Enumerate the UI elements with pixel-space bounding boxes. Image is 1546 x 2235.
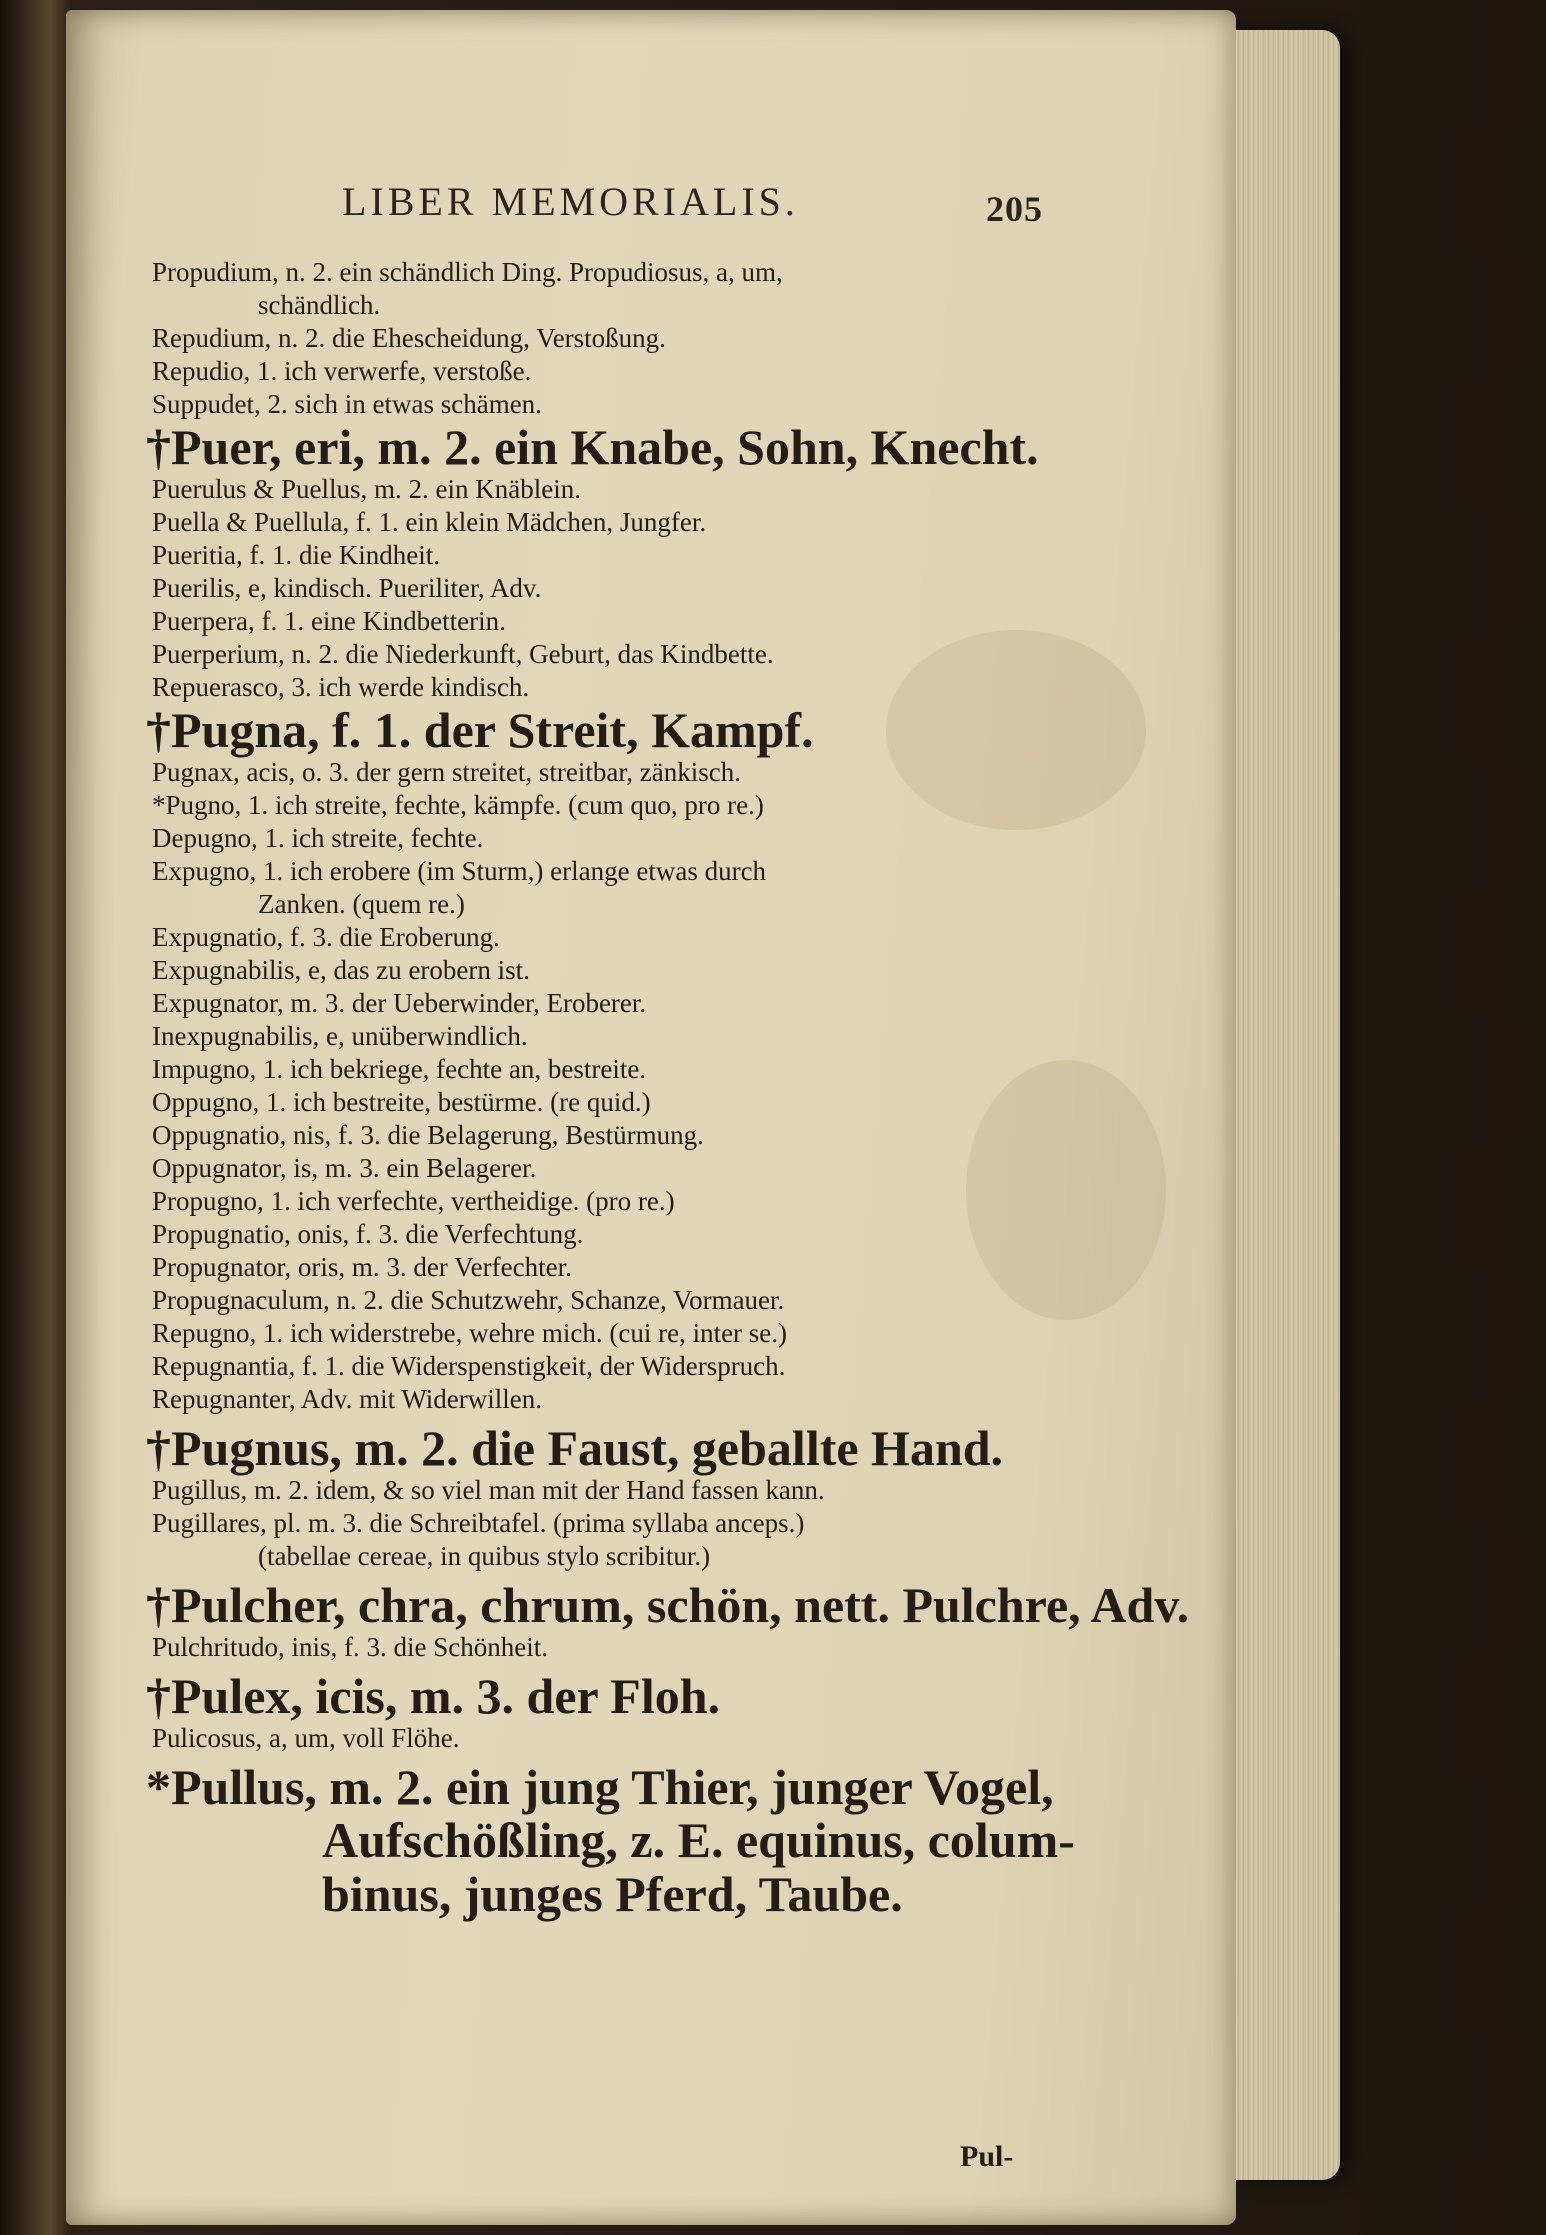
dictionary-text (146, 256, 1190, 1922)
entry-line: Oppugno, 1. ich bestreite, bestürme. (re quid.) (152, 1087, 651, 1117)
entry-line: Pugnax, acis, o. 3. der gern streitet, streitbar, zänkisch. (152, 757, 741, 787)
entry-line: Expugnabilis, e, das zu erobern ist. (152, 955, 530, 985)
catchword: Pul- (960, 2140, 1014, 2173)
entry-line: Propugno, 1. ich verfechte, vertheidige. (pro re.) (152, 1186, 675, 1216)
headword-line: †Puer, eri, m. 2. ein Knabe, Sohn, Knecht. (146, 419, 1039, 475)
entry-line: Propugnator, oris, m. 3. der Verfechter. (152, 1252, 572, 1282)
entry-line: Pugillares, pl. m. 3. die Schreibtafel. (prima syllaba anceps.) (152, 1508, 805, 1538)
entry-line: schändlich. (258, 290, 381, 320)
headword-line: †Pugnus, m. 2. die Faust, geballte Hand. (146, 1420, 1004, 1476)
entry-line: Repugno, 1. ich widerstrebe, wehre mich. (cui re, inter se.) (152, 1318, 788, 1348)
entry-line: Oppugnatio, nis, f. 3. die Belagerung, Bestürmung. (152, 1120, 704, 1150)
book-binding (0, 0, 72, 2235)
entry-line: Puerilis, e, kindisch. Pueriliter, Adv. (152, 573, 542, 603)
entry-line: Puerulus & Puellus, m. 2. ein Knäblein. (152, 474, 581, 504)
entry-line: Repudio, 1. ich verwerfe, verstoße. (152, 356, 532, 386)
entry-line: Puerperium, n. 2. die Niederkunft, Geburt, das Kindbette. (152, 639, 774, 669)
entry-line: Expugnatio, f. 3. die Eroberung. (152, 922, 500, 952)
entry-line: Puerpera, f. 1. eine Kindbetterin. (152, 606, 506, 636)
entry-line: Impugno, 1. ich bekriege, fechte an, bestreite. (152, 1054, 647, 1084)
entry-line: Pulchritudo, inis, f. 3. die Schönheit. (152, 1632, 548, 1662)
entry-line: Propudium, n. 2. ein schändlich Ding. Propudiosus, a, um, (152, 257, 783, 287)
entry-line: Propugnaculum, n. 2. die Schutzwehr, Schanze, Vormauer. (152, 1285, 785, 1315)
running-header (342, 178, 1122, 228)
entry-line: Repudium, n. 2. die Ehescheidung, Verstoßung. (152, 323, 666, 353)
entry-line: Pueritia, f. 1. die Kindheit. (152, 540, 440, 570)
headword-continuation: Aufschößling, z. E. equinus, colum- (322, 1812, 1075, 1868)
entry-line: Zanken. (quem re.) (258, 889, 465, 919)
entry-line: (tabellae cereae, in quibus stylo scribitur.) (258, 1541, 711, 1571)
headword-line: †Pulcher, chra, chrum, schön, nett. Pulchre, Adv. (146, 1577, 1190, 1633)
book-page (66, 10, 1236, 2225)
entry-line: Repugnantia, f. 1. die Widerspenstigkeit, der Widerspruch. (152, 1351, 786, 1381)
entry-line: Propugnatio, onis, f. 3. die Verfechtung. (152, 1219, 584, 1249)
entry-line: Pugillus, m. 2. idem, & so viel man mit der Hand fassen kann. (152, 1475, 825, 1505)
entry-line: Repuerasco, 3. ich werde kindisch. (152, 672, 530, 702)
headword-line: †Pugna, f. 1. der Streit, Kampf. (146, 702, 814, 758)
entry-line: Repugnanter, Adv. mit Widerwillen. (152, 1384, 543, 1414)
entry-line: Expugno, 1. ich erobere (im Sturm,) erlange etwas durch (152, 856, 767, 886)
page-number: 205 (986, 189, 1043, 229)
headword-line: †Pulex, icis, m. 3. der Floh. (146, 1668, 721, 1724)
running-title: LIBER MEMORIALIS. (342, 179, 799, 224)
entry-line: Oppugnator, is, m. 3. ein Belagerer. (152, 1153, 537, 1183)
headword-continuation: binus, junges Pferd, Taube. (322, 1866, 903, 1922)
entry-line: Pulicosus, a, um, voll Flöhe. (152, 1723, 460, 1753)
entry-line: *Pugno, 1. ich streite, fechte, kämpfe. (cum quo, pro re.) (152, 790, 764, 820)
entry-line: Puella & Puellula, f. 1. ein klein Mädchen, Jungfer. (152, 507, 707, 537)
headword-line: *Pullus, m. 2. ein jung Thier, junger Vogel, (146, 1759, 1054, 1815)
entry-line: Depugno, 1. ich streite, fechte. (152, 823, 484, 853)
entry-line: Suppudet, 2. sich in etwas schämen. (152, 389, 542, 419)
entry-line: Expugnator, m. 3. der Ueberwinder, Eroberer. (152, 988, 647, 1018)
entry-line: Inexpugnabilis, e, unüberwindlich. (152, 1021, 528, 1051)
